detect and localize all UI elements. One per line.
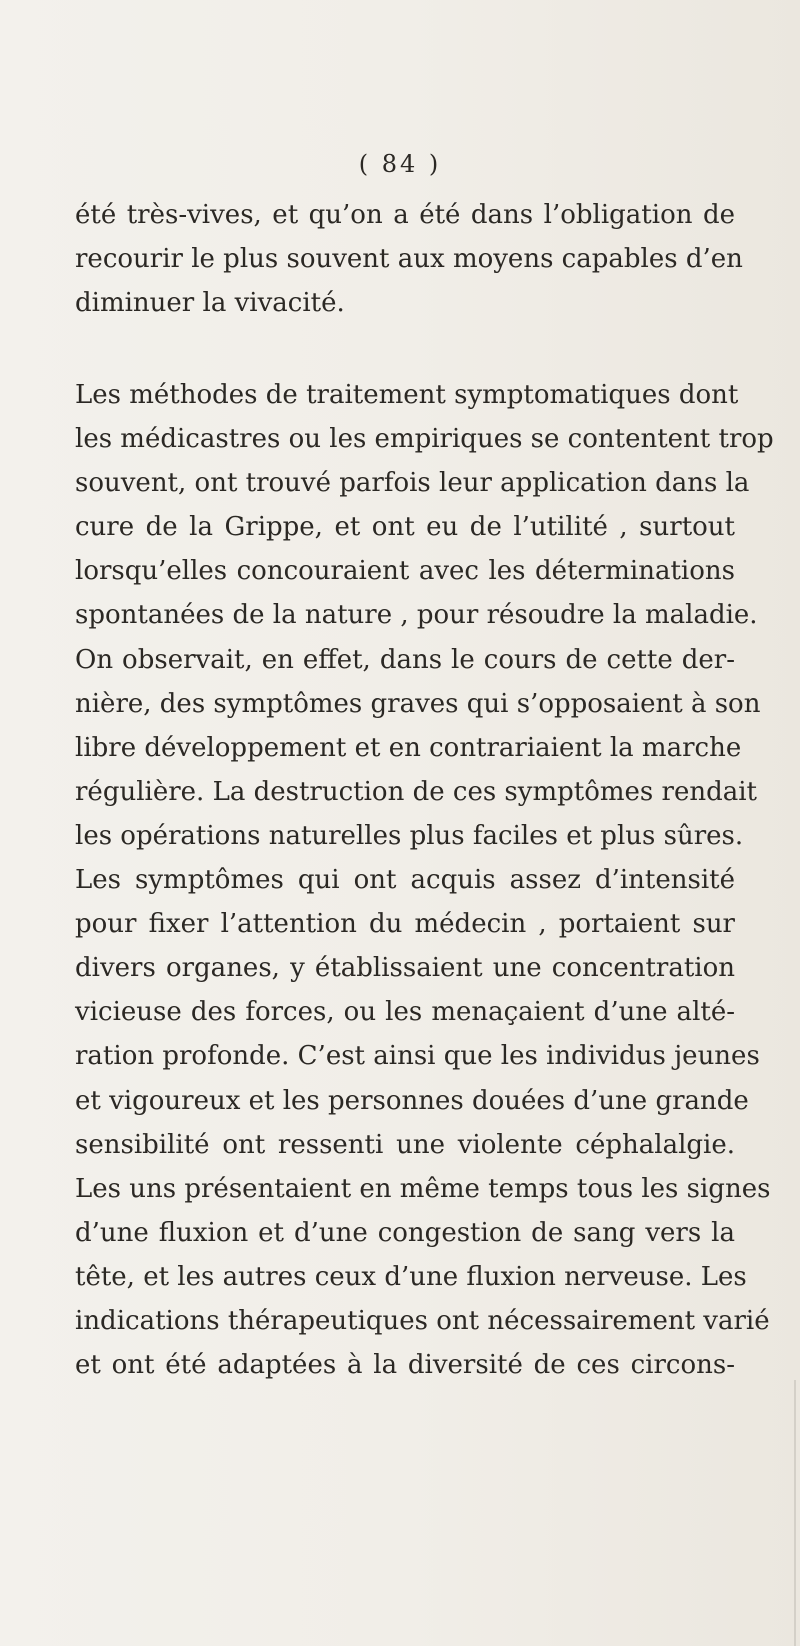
text-line: d’une fluxion et d’une congestion de sang vers la bbox=[75, 1217, 735, 1248]
text-line: les médicastres ou les empiriques se contentent trop bbox=[75, 424, 774, 455]
text-line: régulière. La destruction de ces symptômes rendait bbox=[75, 776, 757, 807]
text-line: libre développement et en contrariaient la marche bbox=[75, 732, 742, 763]
text-line: les opérations naturelles plus faciles et plus sûres. bbox=[75, 820, 744, 851]
text-line: Les méthodes de traitement symptomatiques dont bbox=[75, 380, 739, 410]
page-edge-mark bbox=[794, 1380, 796, 1646]
text-line: diminuer la vivacité. bbox=[75, 288, 345, 319]
text-line: indications thérapeutiques ont nécessairement varié bbox=[75, 1305, 770, 1336]
paragraph-continuation bbox=[75, 193, 743, 325]
text-line: vicieuse des forces, ou les menaçaient d’une alté- bbox=[75, 997, 735, 1028]
text-line: lorsqu’elles concouraient avec les déterminations bbox=[75, 556, 735, 587]
text-line: cure de la Grippe, et ont eu de l’utilité , surtout bbox=[75, 512, 735, 543]
text-line: recourir le plus souvent aux moyens capables d’en bbox=[75, 244, 743, 275]
text-line: souvent, ont trouvé parfois leur application dans la bbox=[75, 468, 750, 499]
text-line: spontanées de la nature , pour résoudre la maladie. bbox=[75, 600, 758, 631]
text-line: Les symptômes qui ont acquis assez d’intensité bbox=[75, 865, 735, 896]
text-line: et vigoureux et les personnes douées d’une grande bbox=[75, 1085, 749, 1116]
text-line: et ont été adaptées à la diversité de ces circons- bbox=[75, 1350, 735, 1381]
text-line: été très-vives, et qu’on a été dans l’obligation de bbox=[75, 200, 735, 230]
text-line: divers organes, y établissaient une concentration bbox=[75, 953, 735, 984]
text-line: ration profonde. C’est ainsi que les individus jeunes bbox=[75, 1041, 760, 1072]
text-line: Les uns présentaient en même temps tous les signes bbox=[75, 1173, 771, 1204]
text-line: pour fixer l’attention du médecin , portaient sur bbox=[75, 909, 735, 940]
page-number: ( 84 ) bbox=[358, 150, 442, 178]
text-line: nière, des symptômes graves qui s’opposaient à son bbox=[75, 688, 761, 719]
text-line: tête, et les autres ceux d’une fluxion nerveuse. Les bbox=[75, 1261, 747, 1292]
paragraph-treatment-methods bbox=[75, 373, 774, 1387]
text-line: On observait, en effet, dans le cours de cette der- bbox=[75, 644, 735, 675]
text-line: sensibilité ont ressenti une violente céphalalgie. bbox=[75, 1129, 735, 1160]
